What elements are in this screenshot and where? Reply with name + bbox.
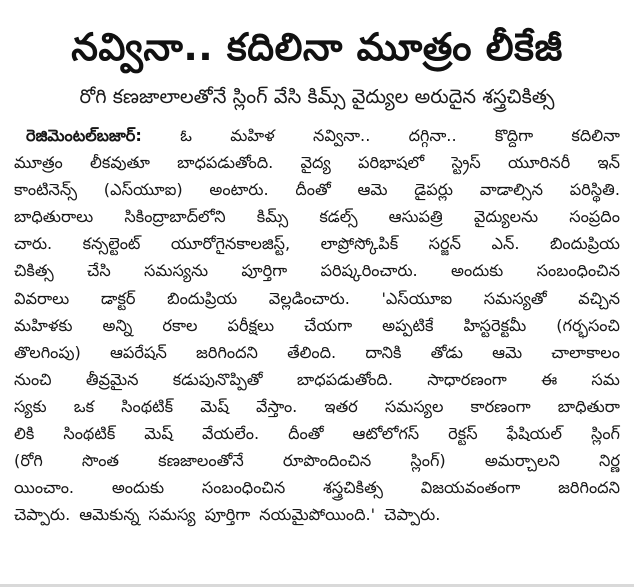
article-line: మూత్రం లీకవుతూ బాధపడుతోంది. వైద్య పరిభాషలో స్ట్రెస్ యూరినరీ ఇన్ bbox=[14, 153, 620, 173]
article-line: బాధితురాలు సికింద్రాబాద్‌లోని కిమ్స్ కడల్స్ ఆసుపత్రి వైద్యులను సంప్రదిం bbox=[14, 207, 620, 227]
article-body bbox=[14, 122, 620, 528]
article-line: నుంచి తీవ్రమైన కడుపునొప్పితో బాధపడుతోంది. సాధారణంగా ఈ సమ bbox=[14, 369, 620, 389]
article-line: (రోగి సొంత కణజాలంతోనే రూపొందించిన స్లింగ్) అమర్చాలని నిర్ణ bbox=[14, 451, 620, 471]
article-line: చికిత్స చేసి సమస్యను పూర్తిగా పరిష్కరించారు. అందుకు సంబంధించిన bbox=[14, 261, 620, 281]
article-line: తొలగింపు) ఆపరేషన్ జరిగిందని తేలింది. దానికి తోడు ఆమె చాలాకాలం bbox=[14, 342, 620, 362]
article-line: రెజిమెంటల్‌బజార్: ఓ మహిళ నవ్వినా.. దగ్గినా.. కొద్దిగా కదిలినా bbox=[14, 122, 620, 149]
article-line: మహిళకు అన్ని రకాల పరీక్షలు చేయగా అప్పటికే హిస్టరెక్టమీ (గర్భసంచి bbox=[14, 315, 620, 335]
article-line: చెప్పారు. ఆమెకున్న సమస్య పూర్తిగా నయమైపోయింది.' చెప్పారు. bbox=[14, 505, 441, 525]
subheadline: రోగి కణజాలాలతోనే స్లింగ్ వేసి కిమ్స్ వైద్యుల అరుదైన శస్త్రచికిత్స bbox=[79, 85, 555, 108]
dateline: రెజిమెంటల్‌బజార్: bbox=[26, 126, 142, 145]
headline: నవ్వినా.. కదిలినా మూత్రం లీకేజీ bbox=[71, 25, 563, 69]
article-line: యించాం. అందుకు సంబంధించిన శస్త్రచికిత్స విజయవంతంగా జరిగిందని bbox=[14, 478, 620, 498]
article-line: కాంటినెన్స్ (ఎస్‌యూఐ) అంటారు. దీంతో ఆమె డైపర్లు వాడాల్సిన పరిస్థితి. bbox=[14, 180, 620, 200]
article-line: స్యకు ఒక సింథటిక్ మెష్ వేస్తాం. ఇతర సమస్యల కారణంగా బాధితురా bbox=[14, 396, 620, 416]
article-line: లికి సింథటిక్ మెష్ వేయలేం. దీంతో ఆటోలోగస్ రెక్టస్ ఫేషియల్ స్లింగ్ bbox=[14, 424, 620, 444]
article-line: చారు. కన్సల్టెంట్ యూరోగైనకాలజిస్ట్, లాప్రోస్కోపిక్ సర్జన్ ఎన్. బిందుప్రియ bbox=[14, 234, 620, 254]
article-line: వివరాలు డాక్టర్ బిందుప్రియ వెల్లడించారు. 'ఎస్‌యూఐ సమస్యతో వచ్చిన bbox=[14, 288, 620, 308]
